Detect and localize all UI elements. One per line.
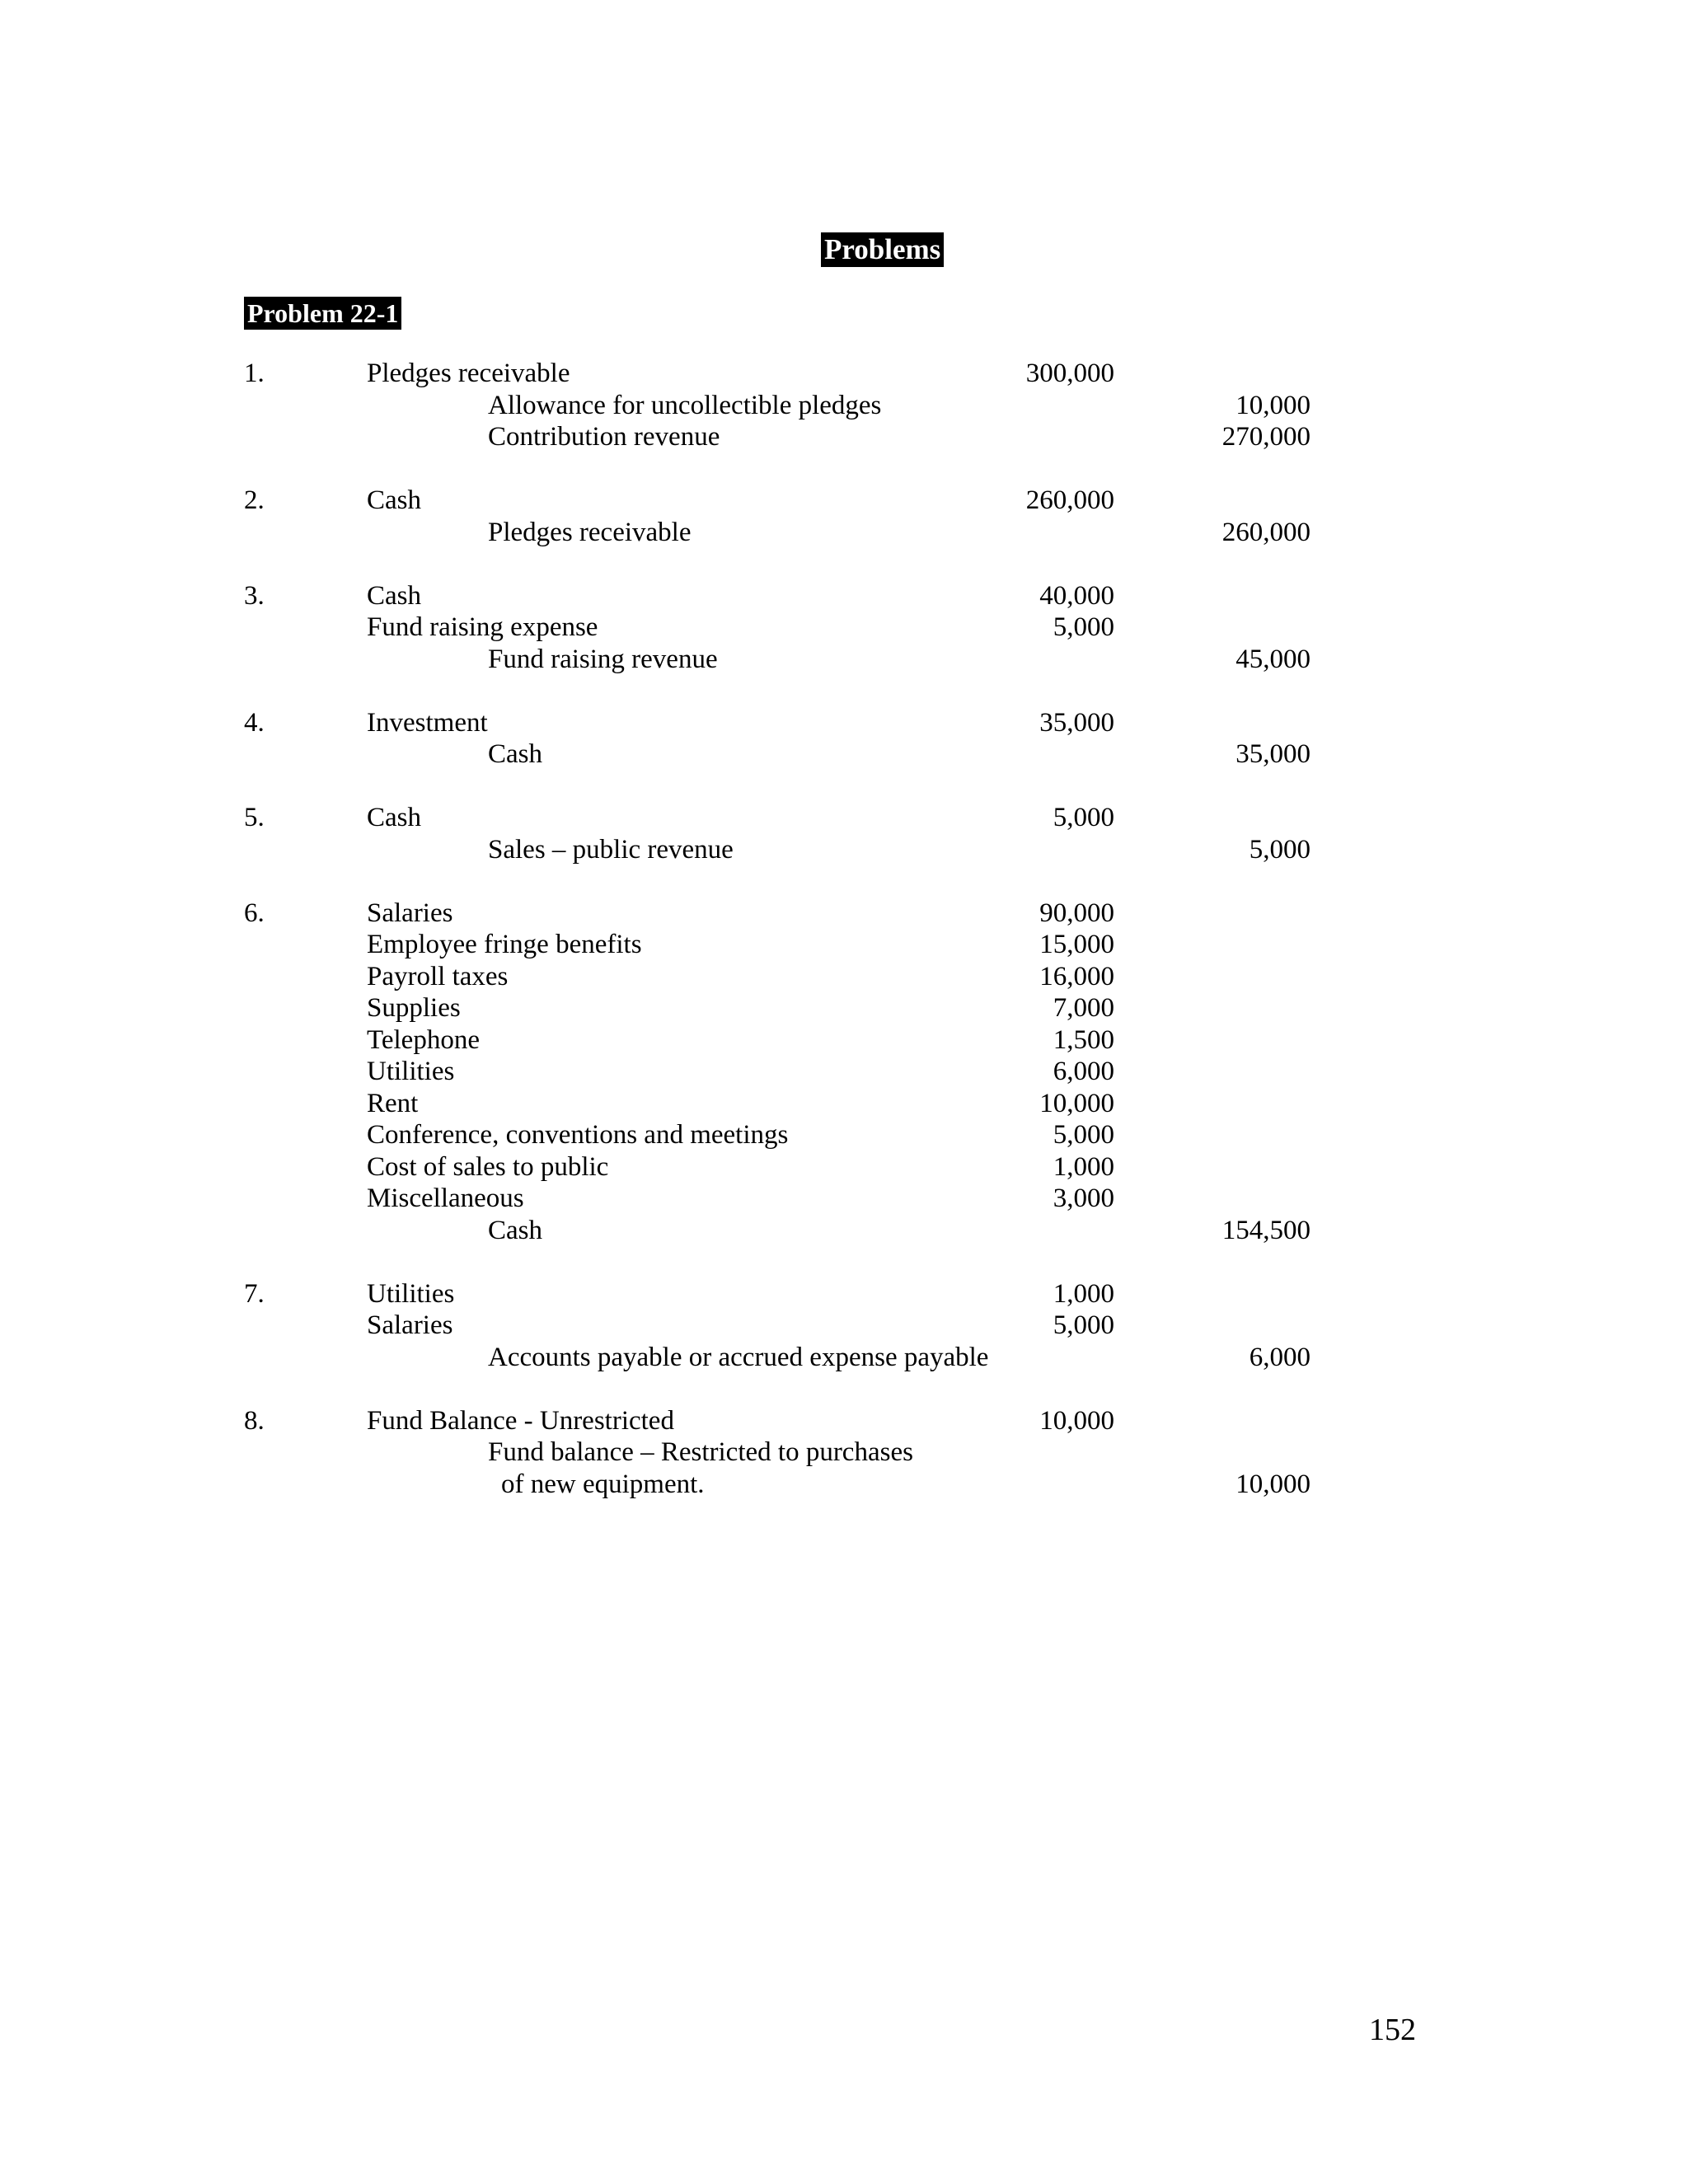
page-number: 152 <box>1369 2013 1416 2047</box>
debit-account: Supplies <box>367 993 461 1023</box>
journal-line <box>0 485 1688 517</box>
journal-line <box>0 929 1688 961</box>
debit-amount: 3,000 <box>1053 1183 1114 1213</box>
journal-line <box>0 1342 1688 1374</box>
debit-account: Pledges receivable <box>367 359 570 388</box>
debit-amount: 35,000 <box>1039 707 1114 738</box>
journal-line <box>0 1151 1688 1183</box>
journal-line <box>0 1405 1688 1437</box>
journal-line <box>0 1183 1688 1215</box>
journal-line <box>0 358 1688 390</box>
debit-account: Employee fringe benefits <box>367 930 642 959</box>
journal-entry <box>0 707 1688 771</box>
credit-account: of new equipment. <box>501 1469 705 1499</box>
debit-account: Cost of sales to public <box>367 1151 609 1182</box>
journal-entry <box>0 485 1688 548</box>
problem-label: Problem 22-1 <box>244 297 401 330</box>
debit-amount: 6,000 <box>1053 1057 1114 1086</box>
journal-line <box>0 1056 1688 1088</box>
debit-amount: 260,000 <box>1025 485 1114 515</box>
journal-line <box>0 517 1688 549</box>
debit-account: Fund Balance - Unrestricted <box>367 1405 674 1436</box>
journal-line <box>0 1215 1688 1247</box>
debit-account: Telephone <box>367 1024 480 1055</box>
journal-line <box>0 612 1688 644</box>
credit-account: Fund balance – Restricted to purchases <box>488 1437 913 1467</box>
journal-line <box>0 1024 1688 1057</box>
page-title: Problems <box>821 232 944 267</box>
debit-amount: 10,000 <box>1039 1088 1114 1118</box>
credit-amount: 260,000 <box>1221 517 1311 547</box>
credit-amount: 45,000 <box>1236 644 1311 674</box>
credit-account: Accounts payable or accrued expense payable <box>488 1342 989 1372</box>
entry-number: 4. <box>244 707 265 738</box>
journal-line <box>0 1088 1688 1120</box>
credit-account: Contribution revenue <box>488 422 720 452</box>
debit-account: Cash <box>367 580 421 611</box>
debit-account: Rent <box>367 1088 419 1118</box>
debit-account: Cash <box>367 803 421 832</box>
journal-line <box>0 738 1688 771</box>
journal-line <box>0 1119 1688 1151</box>
debit-amount: 7,000 <box>1053 993 1114 1023</box>
journal-line <box>0 421 1688 453</box>
journal-entries <box>0 358 1688 1532</box>
debit-account: Salaries <box>367 1310 453 1340</box>
debit-amount: 90,000 <box>1039 898 1114 928</box>
journal-line <box>0 992 1688 1024</box>
debit-amount: 1,000 <box>1053 1278 1114 1309</box>
debit-amount: 5,000 <box>1053 1310 1114 1340</box>
journal-line <box>0 898 1688 930</box>
journal-line <box>0 707 1688 739</box>
journal-entry <box>0 580 1688 676</box>
journal-line <box>0 1310 1688 1342</box>
debit-account: Payroll taxes <box>367 961 509 991</box>
journal-line <box>0 390 1688 422</box>
entry-number: 6. <box>244 898 265 928</box>
credit-amount: 6,000 <box>1249 1342 1311 1372</box>
journal-line <box>0 1469 1688 1501</box>
credit-amount: 10,000 <box>1236 390 1311 420</box>
journal-line <box>0 580 1688 612</box>
journal-line <box>0 1278 1688 1310</box>
credit-amount: 270,000 <box>1221 422 1311 452</box>
credit-account: Fund raising revenue <box>488 644 718 674</box>
entry-number: 1. <box>244 359 265 388</box>
debit-amount: 300,000 <box>1025 359 1114 388</box>
entry-number: 8. <box>244 1405 265 1436</box>
debit-account: Miscellaneous <box>367 1183 524 1213</box>
journal-entry <box>0 1278 1688 1374</box>
debit-account: Investment <box>367 707 488 738</box>
debit-amount: 5,000 <box>1053 803 1114 832</box>
debit-amount: 5,000 <box>1053 1120 1114 1150</box>
credit-account: Cash <box>488 1215 542 1245</box>
debit-account: Fund raising expense <box>367 612 598 642</box>
debit-account: Utilities <box>367 1057 455 1086</box>
credit-amount: 154,500 <box>1221 1215 1311 1245</box>
credit-amount: 10,000 <box>1236 1469 1311 1499</box>
credit-account: Cash <box>488 739 542 769</box>
entry-number: 2. <box>244 485 265 515</box>
debit-amount: 16,000 <box>1039 961 1114 991</box>
debit-amount: 5,000 <box>1053 612 1114 642</box>
debit-amount: 10,000 <box>1039 1405 1114 1436</box>
debit-account: Salaries <box>367 898 453 928</box>
journal-entry <box>0 1405 1688 1501</box>
entry-number: 7. <box>244 1278 265 1309</box>
credit-account: Pledges receivable <box>488 517 692 547</box>
journal-entry <box>0 898 1688 1247</box>
debit-amount: 15,000 <box>1039 930 1114 959</box>
debit-account: Utilities <box>367 1278 455 1309</box>
debit-amount: 40,000 <box>1039 580 1114 611</box>
entry-number: 3. <box>244 580 265 611</box>
credit-amount: 5,000 <box>1249 834 1311 865</box>
journal-entry <box>0 358 1688 453</box>
journal-line <box>0 1436 1688 1469</box>
journal-line <box>0 644 1688 676</box>
credit-amount: 35,000 <box>1236 739 1311 769</box>
debit-account: Cash <box>367 485 421 515</box>
credit-account: Allowance for uncollectible pledges <box>488 390 882 420</box>
journal-line <box>0 961 1688 993</box>
debit-account: Conference, conventions and meetings <box>367 1120 789 1150</box>
journal-line <box>0 834 1688 866</box>
debit-amount: 1,500 <box>1053 1024 1114 1055</box>
debit-amount: 1,000 <box>1053 1151 1114 1182</box>
journal-entry <box>0 802 1688 865</box>
entry-number: 5. <box>244 803 265 832</box>
journal-line <box>0 802 1688 834</box>
credit-account: Sales – public revenue <box>488 834 734 865</box>
